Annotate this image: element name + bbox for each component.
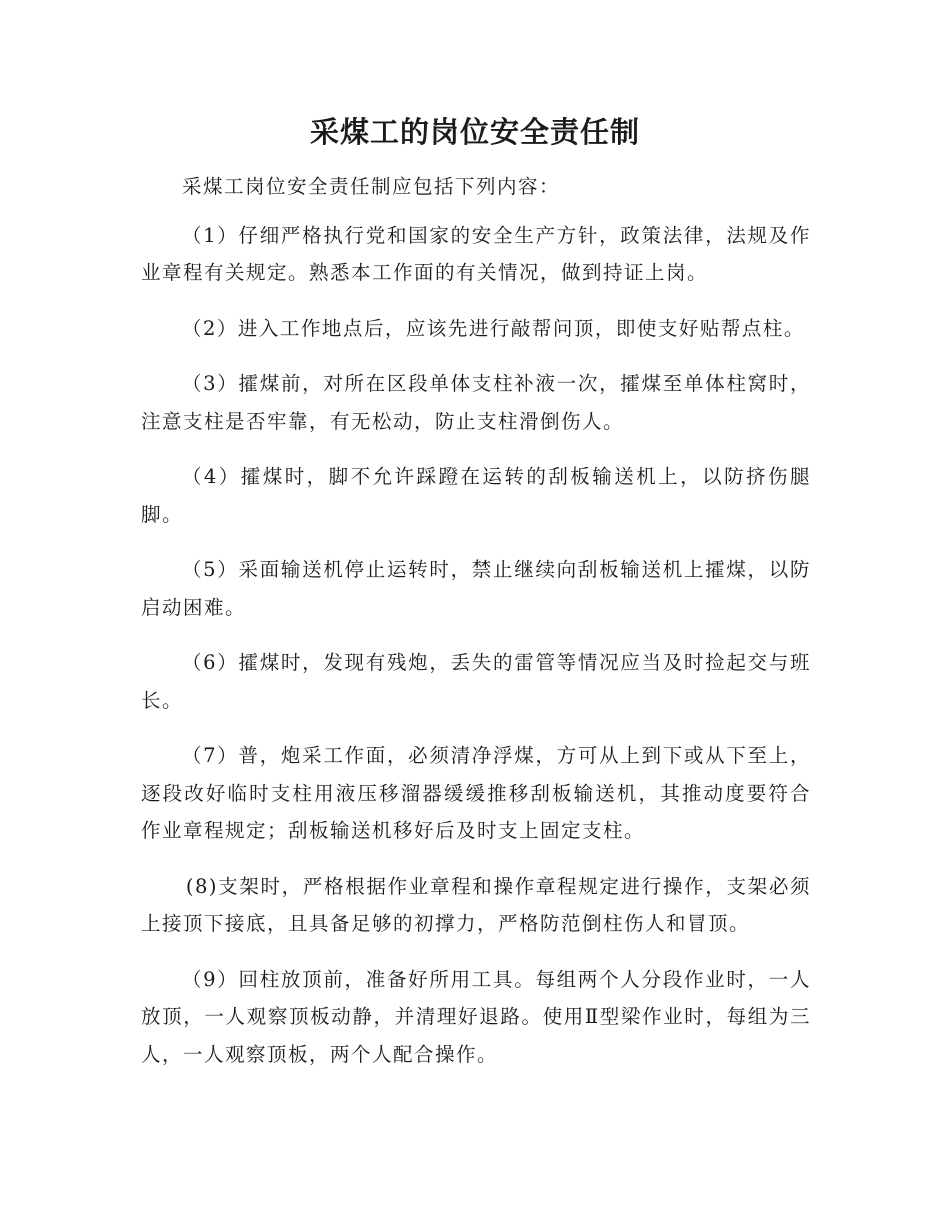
paragraph-3: （3）攉煤前，对所在区段单体支柱补液一次，攉煤至单体柱窝时，注意支柱是否牢靠，有无松动，防止支柱滑倒伤人。 <box>141 372 811 433</box>
paragraph-9: （9）回柱放顶前，准备好所用工具。每组两个人分段作业时，一人放顶，一人观察顶板动静，并清理好退路。使用Ⅱ型梁作业时，每组为三人，一人观察顶板，两个人配合操作。 <box>141 967 811 1066</box>
paragraph-8: (8)支架时，严格根据作业章程和操作章程规定进行操作，支架必须上接顶下接底，且具备足够的初撑力，严格防范倒柱伤人和冒顶。 <box>141 874 811 935</box>
document-body <box>141 168 811 1091</box>
paragraph-1: （1）仔细严格执行党和国家的安全生产方针，政策法律，法规及作业章程有关规定。熟悉本工作面的有关情况，做到持证上岗。 <box>141 223 811 284</box>
paragraph-5: （5）采面输送机停止运转时，禁止继续向刮板输送机上攉煤，以防启动困难。 <box>141 558 811 619</box>
document-title: 采煤工的岗位安全责任制 <box>309 115 640 149</box>
paragraph-7: （7）普，炮采工作面，必须清净浮煤，方可从上到下或从下至上，逐段改好临时支柱用液压移溜器缓缓推移刮板输送机，其推动度要符合作业章程规定；刮板输送机移好后及时支上固定支柱。 <box>141 744 811 842</box>
paragraph-2: （2）进入工作地点后，应该先进行敲帮问顶，即使支好贴帮点柱。 <box>181 316 805 340</box>
paragraph-4: （4）攉煤时，脚不允许踩蹬在运转的刮板输送机上，以防挤伤腿脚。 <box>141 465 811 526</box>
paragraph-6: （6）攉煤时，发现有残炮，丢失的雷管等情况应当及时捡起交与班长。 <box>141 651 811 712</box>
intro-paragraph: 采煤工岗位安全责任制应包括下列内容： <box>181 175 560 198</box>
